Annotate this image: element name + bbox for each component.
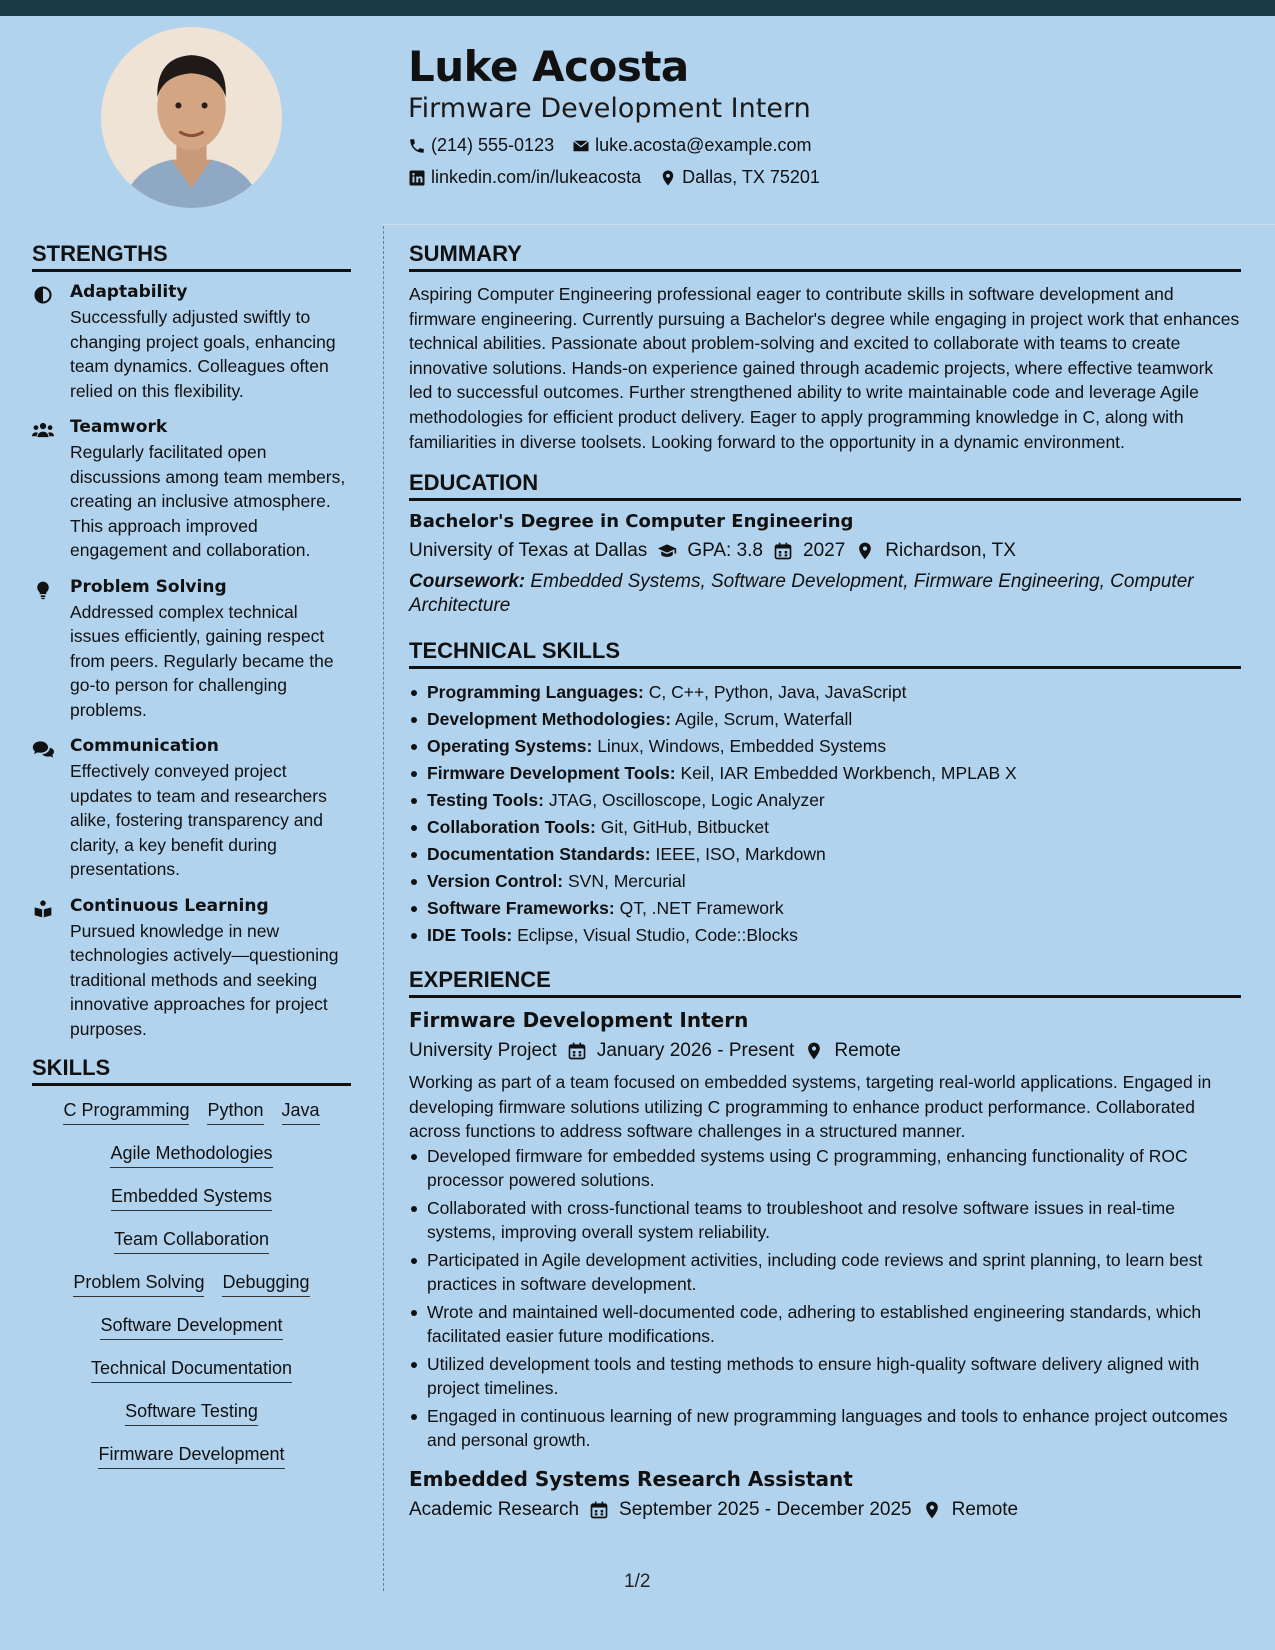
comments-icon [32, 739, 54, 759]
tech-skill-value: Git, GitHub, Bitbucket [600, 817, 769, 838]
tech-skill-value: Keil, IAR Embedded Workbench, MPLAB X [680, 763, 1017, 784]
skill-tag: Technical Documentation [91, 1358, 292, 1383]
tech-skill-value: Linux, Windows, Embedded Systems [597, 736, 887, 757]
tech-skill-value: SVN, Mercurial [568, 871, 686, 892]
job-bullet: Wrote and maintained well-documented code, adhering to established engineering standards, which facilitated easier future modifications. [409, 1300, 1241, 1349]
strength-title: Continuous Learning [70, 895, 269, 916]
tech-skill-label: Documentation Standards: [427, 844, 651, 865]
map-marker-icon [659, 169, 677, 187]
map-marker-icon [804, 1041, 824, 1061]
strength-title: Problem Solving [70, 576, 227, 597]
strength-desc: Successfully adjusted swiftly to changing project goals, enhancing team dynamics. Colleagues often relied on this flexibility. [70, 307, 336, 401]
job-bullet: Utilized development tools and testing methods to ensure high-quality software delivery aligned with project timelines. [409, 1352, 1241, 1401]
technical-skill-item [409, 841, 1241, 868]
graduation-cap-icon [657, 541, 677, 561]
technical-skill-item [409, 814, 1241, 841]
header-divider [383, 224, 1275, 225]
lightbulb-icon [32, 580, 54, 600]
summary-text: Aspiring Computer Engineering professional eager to contribute skills in software development and firmware engineering. Currently pursuing a Bachelor's degree while engaging in project work that enhances technical abilities. Passionate about problem-solving and excited to collaborate with teams to create innovative solutions. Hands-on experience gained through academic projects, where effective teamwork led to successful outcomes. Further strengthened ability to write maintainable code and leverage Agile methodologies for efficient product delivery. Eager to apply programming knowledge in C, along with familiarities in diverse toolsets. Looking forward to the opportunity in a dynamic environment. [409, 284, 1240, 452]
tech-skill-value: C, C++, Python, Java, JavaScript [648, 682, 907, 703]
job-dates: September 2025 - December 2025 [619, 1498, 912, 1520]
column-divider [383, 226, 384, 1591]
coursework-label: Coursework: [409, 571, 526, 593]
email-text: luke.acosta@example.com [595, 135, 812, 155]
tech-skill-label: Operating Systems: [427, 736, 593, 757]
job-bullet: Developed firmware for embedded systems using C programming, enhancing functionality of ROC processor powered solutions. [409, 1144, 1241, 1193]
linkedin-contact[interactable] [408, 167, 641, 188]
calendar-icon [567, 1041, 587, 1061]
skill-tag: Software Testing [125, 1401, 258, 1426]
map-marker-icon [855, 541, 875, 561]
job-title: Embedded Systems Research Assistant [409, 1466, 853, 1491]
skill-row [110, 1143, 272, 1168]
strengths-heading: STRENGTHS [32, 241, 351, 272]
job-meta [409, 1040, 1241, 1062]
skill-row [100, 1315, 282, 1340]
skill-tag: Agile Methodologies [110, 1143, 272, 1168]
phone-contact[interactable] [408, 135, 554, 156]
strength-desc: Addressed complex technical issues efficiently, gaining respect from peers. Regularly became the go-to person for challenging problems. [70, 601, 334, 720]
tech-skill-value: IEEE, ISO, Markdown [655, 844, 826, 865]
job-bullets [409, 1144, 1241, 1453]
tech-skill-value: Agile, Scrum, Waterfall [674, 709, 853, 730]
profile-photo [101, 27, 282, 208]
technical-skill-item [409, 706, 1241, 733]
contrast-icon [32, 285, 54, 305]
tech-skill-label: Collaboration Tools: [427, 817, 596, 838]
phone-icon [408, 137, 426, 155]
email-contact[interactable] [572, 135, 811, 156]
skill-tag: Python [207, 1100, 263, 1125]
job-bullet: Participated in Agile development activities, including code reviews and sprint planning, to learn best practices in software development. [409, 1248, 1241, 1297]
job-dates: January 2026 - Present [596, 1040, 795, 1062]
strength-title: Teamwork [70, 417, 168, 437]
right-column [409, 241, 1241, 1529]
users-icon [32, 420, 54, 440]
education-meta [409, 540, 1241, 562]
technical-skill-item [409, 733, 1241, 760]
technical-skill-item [409, 787, 1241, 814]
technical-skills-list [409, 679, 1241, 949]
tech-skill-label: Programming Languages: [427, 682, 644, 703]
tech-skill-label: Development Methodologies: [427, 709, 672, 730]
page-number: 1/2 [624, 1571, 651, 1592]
tech-skill-value: Eclipse, Visual Studio, Code::Blocks [517, 925, 798, 946]
skill-row [125, 1401, 258, 1426]
technical-skill-item [409, 922, 1241, 949]
education-school: University of Texas at Dallas [409, 540, 648, 562]
technical-skill-item [409, 895, 1241, 922]
job-meta [409, 1499, 1241, 1521]
tech-skill-value: QT, .NET Framework [619, 898, 784, 919]
envelope-icon [572, 137, 590, 155]
skill-tag: Debugging [222, 1272, 309, 1297]
contact-row-2 [408, 167, 820, 188]
education-heading: EDUCATION [409, 470, 1241, 501]
technical-skill-item [409, 868, 1241, 895]
education-degree: Bachelor's Degree in Computer Engineering [409, 511, 854, 533]
candidate-role: Firmware Development Intern [408, 93, 811, 124]
strength-desc: Effectively conveyed project updates to team and researchers alike, fostering transparency and clarity, a key benefit during presentations. [70, 761, 327, 879]
skill-tag: Firmware Development [98, 1444, 284, 1469]
strength-desc: Pursued knowledge in new technologies actively—questioning traditional methods and seeking innovative approaches for project purposes. [70, 920, 339, 1039]
job-org: University Project [409, 1040, 557, 1062]
skill-row [114, 1229, 269, 1254]
top-bar [0, 0, 1275, 16]
technical-skills-heading: TECHNICAL SKILLS [409, 638, 1241, 669]
candidate-name: Luke Acosta [408, 42, 689, 91]
summary-heading: SUMMARY [409, 241, 1241, 272]
job-location: Remote [834, 1040, 901, 1062]
coursework [409, 570, 1241, 618]
tech-skill-label: IDE Tools: [427, 925, 513, 946]
tech-skill-label: Version Control: [427, 871, 564, 892]
linkedin-text: linkedin.com/in/lukeacosta [431, 167, 642, 187]
skill-tag: Java [282, 1100, 320, 1125]
job-bullet: Collaborated with cross-functional teams to troubleshoot and resolve software issues in real-time systems, improving overall system reliability. [409, 1196, 1241, 1245]
technical-skill-item [409, 760, 1241, 787]
book-reader-icon [32, 899, 54, 919]
tech-skill-label: Software Frameworks: [427, 898, 615, 919]
skill-row [91, 1358, 292, 1383]
skill-tag: C Programming [63, 1100, 189, 1125]
job-description: Working as part of a team focused on embedded systems, targeting real-world applications. Engaged in developing firmware solutions utilizing C programming to enhance product performance. Collaborated across functions to address software challenges in a structured manner. [409, 1072, 1212, 1142]
skill-tag: Team Collaboration [114, 1229, 269, 1254]
strength-item [32, 282, 351, 403]
strength-item [32, 577, 351, 723]
strength-title: Adaptability [70, 282, 188, 302]
strength-item [32, 896, 351, 1042]
skill-row [98, 1444, 284, 1469]
location-text: Dallas, TX 75201 [682, 167, 820, 187]
calendar-icon [589, 1500, 609, 1520]
location-contact [659, 167, 820, 188]
calendar-icon [773, 541, 793, 561]
job-org: Academic Research [409, 1498, 580, 1520]
skill-tag: Embedded Systems [111, 1186, 272, 1211]
tech-skill-label: Firmware Development Tools: [427, 763, 676, 784]
technical-skill-item [409, 679, 1241, 706]
skill-row [63, 1100, 319, 1125]
left-column [32, 241, 351, 1469]
strength-item [32, 417, 351, 563]
tech-skill-value: JTAG, Oscilloscope, Logic Analyzer [548, 790, 825, 811]
skill-row [73, 1272, 309, 1297]
education-year: 2027 [803, 540, 846, 562]
skill-row [111, 1186, 272, 1211]
strength-title: Communication [70, 736, 219, 756]
strength-item [32, 736, 351, 882]
skill-tag: Software Development [100, 1315, 282, 1340]
skills-heading: SKILLS [32, 1055, 351, 1086]
coursework-text: Embedded Systems, Software Development, Firmware Engineering, Computer Architecture [409, 571, 1194, 617]
strength-desc: Regularly facilitated open discussions among team members, creating an inclusive atmosphere. This approach improved engagement and collaboration. [70, 442, 346, 560]
tech-skill-label: Testing Tools: [427, 790, 544, 811]
linkedin-icon [408, 169, 426, 187]
job-title: Firmware Development Intern [409, 1008, 749, 1033]
education-location: Richardson, TX [885, 540, 1016, 562]
phone-text: (214) 555-0123 [431, 135, 555, 155]
experience-heading: EXPERIENCE [409, 967, 1241, 998]
map-marker-icon [922, 1500, 942, 1520]
skills-list [32, 1100, 351, 1469]
job-location: Remote [951, 1498, 1019, 1520]
education-gpa: GPA: 3.8 [687, 540, 763, 562]
skill-tag: Problem Solving [73, 1272, 204, 1297]
contact-row-1 [408, 135, 811, 156]
job-bullet: Engaged in continuous learning of new programming languages and tools to enhance project outcomes and personal growth. [409, 1404, 1241, 1453]
